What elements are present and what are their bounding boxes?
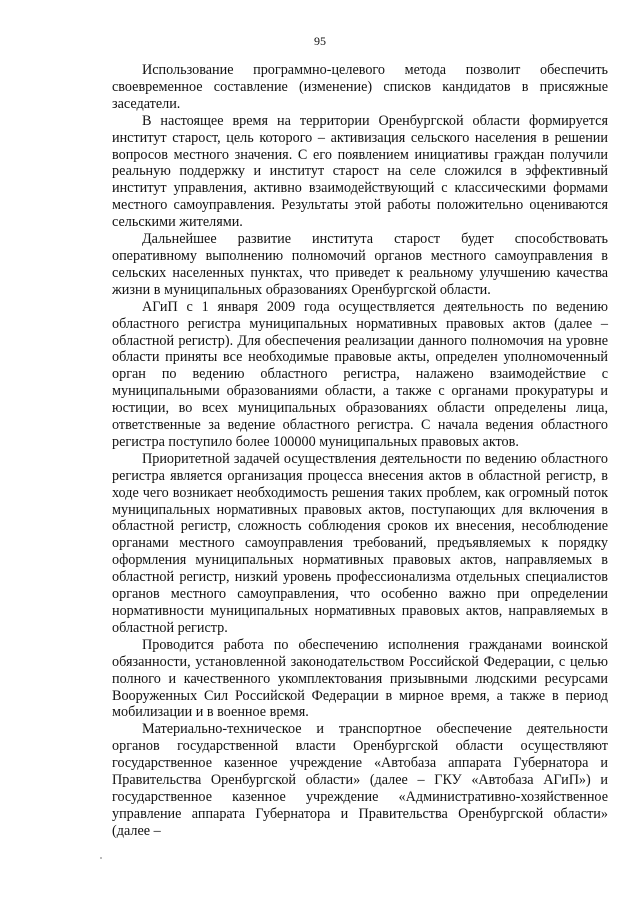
paragraph-3: Дальнейшее развитие института старост будет способствовать оперативному выполнению полномочий органов местного самоуправления в сельских населенных пунктах, что приведет к реальному улучшению качества жизни в муниципальных образованиях Оренбургской области. bbox=[112, 231, 608, 298]
paragraph-5: Приоритетной задачей осуществления деятельности по ведению областного регистра является организация процесса внесения актов в областной регистр, в ходе чего возникает необходимость решения таких проблем, как огромный поток муниципальных нормативных правовых актов, поступающих для включения в областной регистр, сложность соблюдения сроков их внесения, несоблюдение органами местного самоуправления требований, предъявляемых к порядку оформления муниципальных нормативных правовых актов, направляемых в областной регистр, низкий уровень профессионализма отдельных специалистов органов местного самоуправления, что особенно важно при определении нормативности муниципальных нормативных правовых актов, направляемых в областной регистр. bbox=[112, 450, 608, 636]
body-text bbox=[112, 62, 608, 840]
scan-artifact bbox=[100, 857, 102, 859]
paragraph-1: Использование программно-целевого метода позволит обеспечить своевременное составление (изменение) списков кандидатов в присяжные заседатели. bbox=[112, 62, 608, 112]
paragraph-7: Материально-техническое и транспортное обеспечение деятельности органов государственной власти Оренбургской области осуществляют государственное казенное учреждение «Автобаза аппарата Губернатора и Правительства Оренбургской области» (далее – ГКУ «Автобаза АГиП») и государственное казенное учреждение «Административно-хозяйственное управление аппарата Губернатора и Правительства Оренбургской области» (далее – bbox=[112, 721, 608, 839]
paragraph-6: Проводится работа по обеспечению исполнения гражданами воинской обязанности, установленной законодательством Российской Федерации, с целью полного и качественного укомплектования призывными людскими ресурсами Вооруженных Сил Российской Федерации в мирное время, а также в период мобилизации и в военное время. bbox=[112, 636, 608, 721]
paragraph-4: АГиП с 1 января 2009 года осуществляется деятельность по ведению областного регистра муниципальных нормативных правовых актов (далее – областной регистр). Для обеспечения реализации данного полномочия на уровне области приняты все необходимые правовые акты, определен уполномоченный орган по ведению областного регистра, налажено взаимодействие с муниципальными образованиями области, а также с органами прокуратуры и юстиции, во всех муниципальных образованиях области определены лица, ответственные за ведение областного регистра. С начала ведения областного регистра поступило более 100000 муниципальных правовых актов. bbox=[112, 298, 608, 450]
page-number: 95 bbox=[314, 34, 326, 48]
paragraph-2: В настоящее время на территории Оренбургской области формируется институт старост, цель которого – активизация сельского населения в решении вопросов местного значения. С его появлением инициативы граждан получили реальную поддержку и институт старост на селе сложился в эффективный институт управления, активно взаимодействующий с классическими формами местного самоуправления. Результаты этой работы положительно оцениваются сельскими жителями. bbox=[112, 112, 608, 231]
